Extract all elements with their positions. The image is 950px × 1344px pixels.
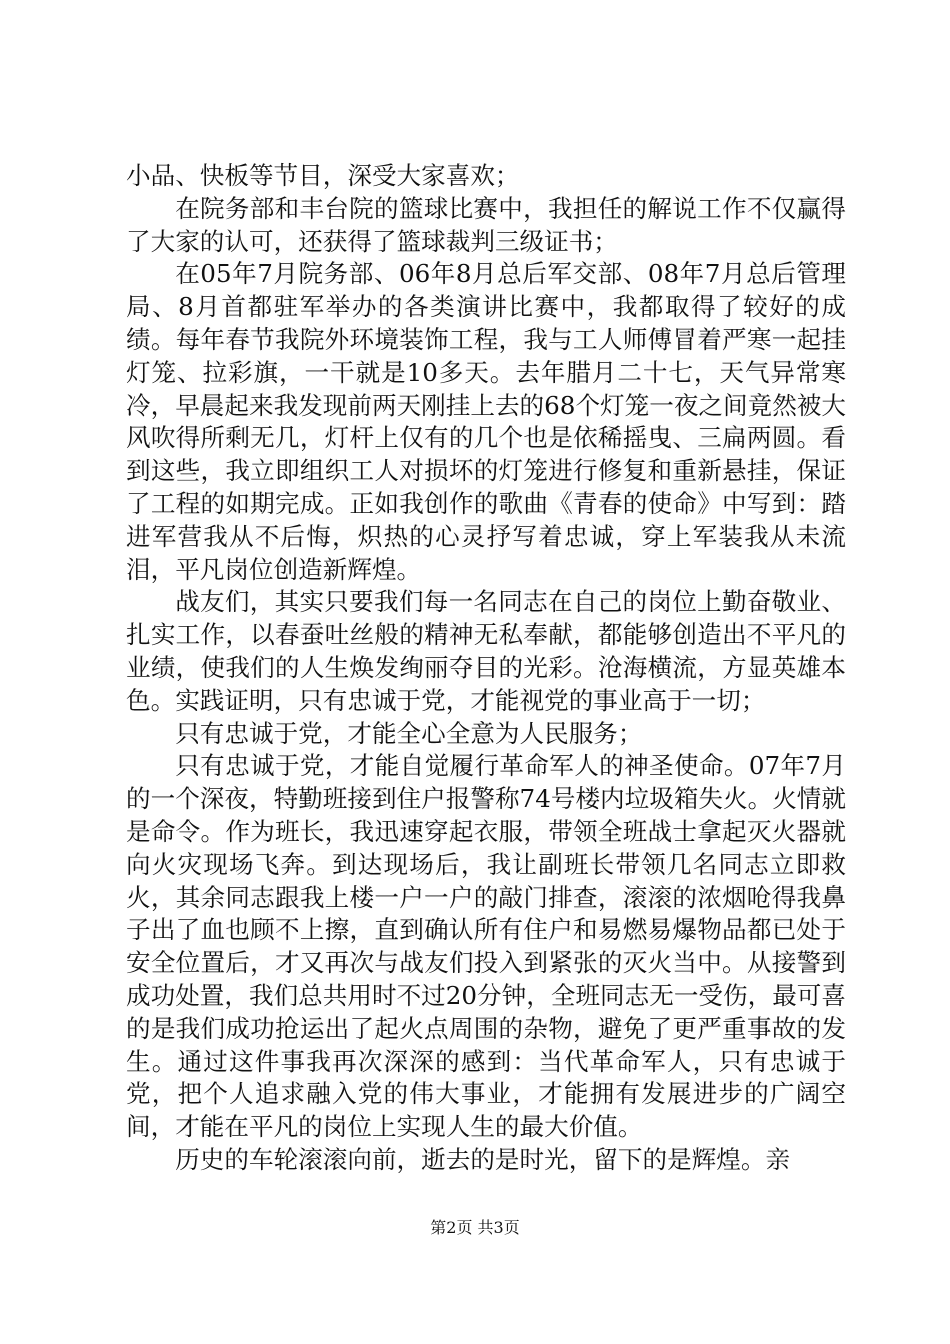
page-number-footer: 第2页 共3页 — [430, 1218, 520, 1237]
paragraph: 在05年7月院务部、06年8月总后军交部、08年7月总后管理局、8月首都驻军举办的各类演讲比赛中，我都取得了较好的成绩。每年春节我院外环境装饰工程，我与工人师傅冒着严寒一起挂灯笼、拉彩旗，一干就是10多天。去年腊月二十七，天气异常寒冷，早晨起来我发现前两天刚挂上去的68个灯笼一夜之间竟然被大风吹得所剩无几，灯杆上仅有的几个也是依稀摇曳、三扁两圆。看到这些，我立即组织工人对损坏的灯笼进行修复和重新悬挂，保证了工程的如期完成。正如我创作的歌曲《青春的使命》中写到：踏进军营我从不后悔，炽热的心灵抒写着忠诚，穿上军装我从未流泪，平凡岗位创造新辉煌。 — [126, 259, 846, 584]
paragraph: 战友们，其实只要我们每一名同志在自己的岗位上勤奋敬业、扎实工作，以春蚕吐丝般的精神无私奉献，都能够创造出不平凡的业绩，使我们的人生焕发绚丽夺目的光彩。沧海横流，方显英雄本色。实践证明，只有忠诚于党，才能视党的事业高于一切； — [126, 587, 846, 715]
paragraph: 只有忠诚于党，才能全心全意为人民服务； — [175, 718, 643, 748]
paragraph: 小品、快板等节目，深受大家喜欢； — [126, 161, 520, 190]
paragraph: 在院务部和丰台院的篮球比赛中，我担任的解说工作不仅赢得了大家的认可，还获得了篮球裁判三级证书； — [126, 193, 846, 256]
document-body — [126, 160, 846, 1177]
paragraph: 历史的车轮滚滚向前，逝去的是时光，留下的是辉煌。亲 — [175, 1144, 791, 1174]
paragraph: 只有忠诚于党，才能自觉履行革命军人的神圣使命。07年7月的一个深夜，特勤班接到住户报警称74号楼内垃圾箱失火。火情就是命令。作为班长，我迅速穿起衣服，带领全班战士拿起灭火器就向火灾现场飞奔。到达现场后，我让副班长带领几名同志立即救火，其余同志跟我上楼一户一户的敲门排查，滚滚的浓烟呛得我鼻子出了血也顾不上擦，直到确认所有住户和易燃易爆物品都已处于安全位置后，才又再次与战友们投入到紧张的灭火当中。从接警到成功处置，我们总共用时不过20分钟，全班同志无一受伤，最可喜的是我们成功抢运出了起火点周围的杂物，避免了更严重事故的发生。通过这件事我再次深深的感到：当代革命军人，只有忠诚于党，把个人追求融入党的伟大事业，才能拥有发展进步的广阔空间，才能在平凡的岗位上实现人生的最大价值。 — [126, 751, 846, 1142]
